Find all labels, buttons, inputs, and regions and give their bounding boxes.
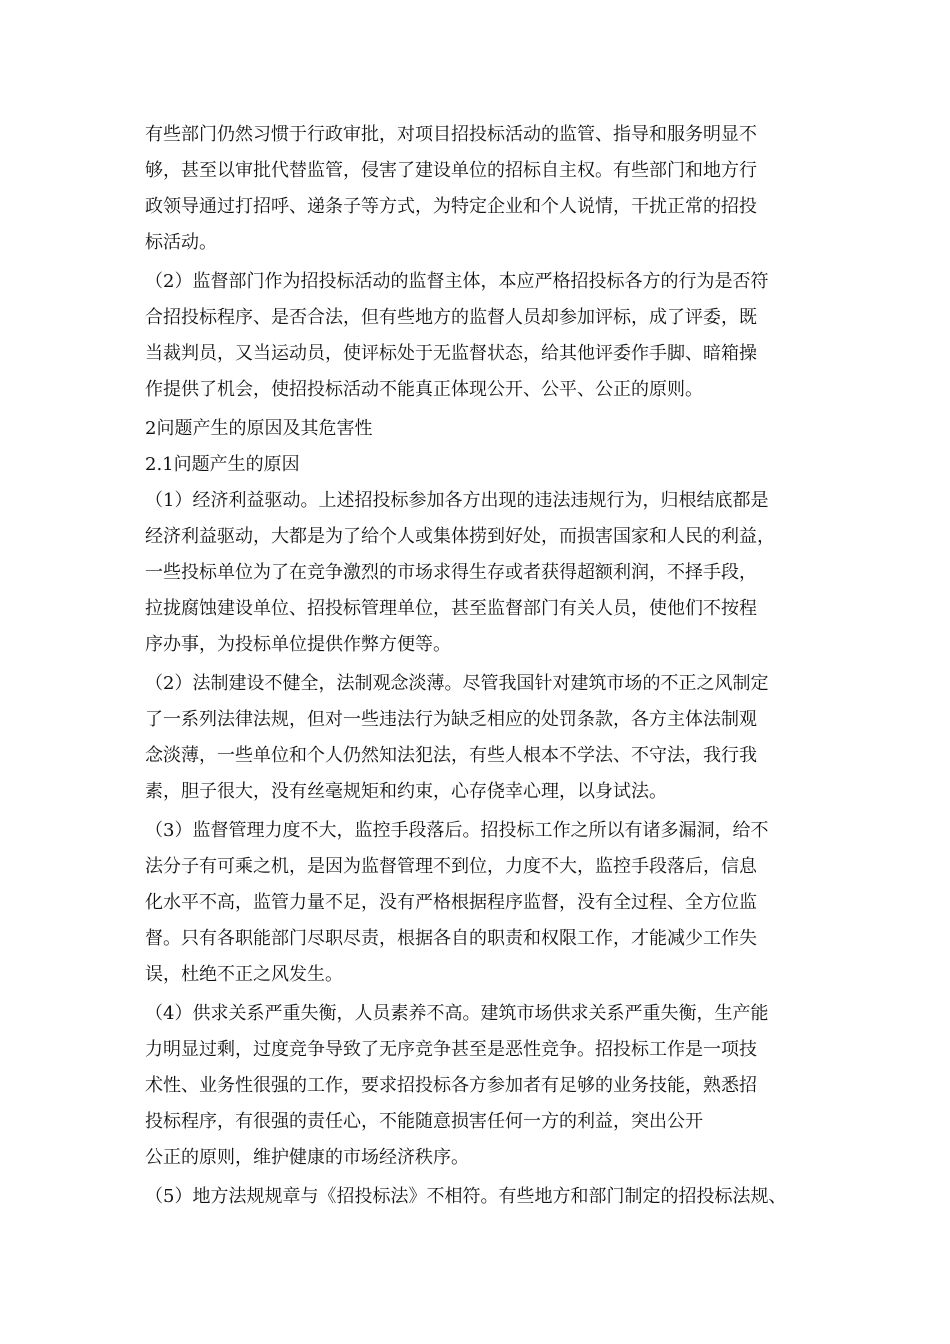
paragraph-line: 政领导通过打招呼、递条子等方式，为特定企业和个人说情，干扰正常的招投 (145, 196, 757, 217)
paragraph-line: 作提供了机会，使招投标活动不能真正体现公开、公平、公正的原则。 (145, 379, 703, 400)
paragraph-line: 公正的原则，维护健康的市场经济秩序。 (145, 1147, 469, 1168)
paragraph-line: 拉拢腐蚀建设单位、招投标管理单位，甚至监督部门有关人员，使他们不按程 (145, 598, 757, 619)
paragraph-line: （2）监督部门作为招投标活动的监督主体，本应严格招投标各方的行为是否符 (145, 271, 769, 292)
paragraph-line: 合招投标程序、是否合法，但有些地方的监督人员却参加评标，成了评委，既 (145, 307, 757, 328)
paragraph-line: （1）经济利益驱动。上述招投标参加各方出现的违法违规行为，归根结底都是 (145, 490, 769, 511)
paragraph-line: 法分子有可乘之机，是因为监督管理不到位，力度不大，监控手段落后，信息 (145, 856, 757, 877)
paragraph-line: 一些投标单位为了在竞争激烈的市场求得生存或者获得超额利润，不择手段， (145, 562, 757, 583)
paragraph-line: 素，胆子很大，没有丝毫规矩和约束，心存侥幸心理，以身试法。 (145, 781, 667, 802)
section-heading: 2问题产生的原因及其危害性 (145, 418, 373, 439)
paragraph-line: 经济利益驱动，大都是为了给个人或集体捞到好处，而损害国家和人民的利益， (145, 526, 775, 547)
paragraph-line: 误，杜绝不正之风发生。 (145, 964, 343, 985)
paragraph-line: 化水平不高，监管力量不足，没有严格根据程序监督，没有全过程、全方位监 (145, 892, 757, 913)
paragraph-line: 投标程序，有很强的责任心，不能随意损害任何一方的利益，突出公开 (145, 1111, 703, 1132)
paragraph-line: （4）供求关系严重失衡，人员素养不高。建筑市场供求关系严重失衡，生产能 (145, 1003, 769, 1024)
paragraph-line: 力明显过剩，过度竞争导致了无序竞争甚至是恶性竞争。招投标工作是一项技 (145, 1039, 757, 1060)
paragraph-line: 当裁判员，又当运动员，使评标处于无监督状态，给其他评委作手脚、暗箱操 (145, 343, 757, 364)
paragraph-line: 够，甚至以审批代替监管，侵害了建设单位的招标自主权。有些部门和地方行 (145, 160, 757, 181)
paragraph-line: 督。只有各职能部门尽职尽责，根据各自的职责和权限工作，才能减少工作失 (145, 928, 757, 949)
paragraph-line: 标活动。 (145, 232, 217, 253)
paragraph-line: 术性、业务性很强的工作，要求招投标各方参加者有足够的业务技能，熟悉招 (145, 1075, 757, 1096)
paragraph-line: （3）监督管理力度不大，监控手段落后。招投标工作之所以有诸多漏洞，给不 (145, 820, 769, 841)
paragraph-line: 序办事，为投标单位提供作弊方便等。 (145, 634, 451, 655)
paragraph-line: 有些部门仍然习惯于行政审批，对项目招投标活动的监管、指导和服务明显不 (145, 124, 757, 145)
subsection-heading: 2.1问题产生的原因 (145, 454, 300, 475)
paragraph-line: （2）法制建设不健全，法制观念淡薄。尽管我国针对建筑市场的不正之风制定 (145, 673, 769, 694)
paragraph-line: 念淡薄，一些单位和个人仍然知法犯法，有些人根本不学法、不守法，我行我 (145, 745, 757, 766)
paragraph-line: （5）地方法规规章与《招投标法》不相符。有些地方和部门制定的招投标法规、 (145, 1186, 787, 1207)
white-occlusion-patch (737, 1098, 813, 1144)
paragraph-line: 了一系列法律法规，但对一些违法行为缺乏相应的处罚条款，各方主体法制观 (145, 709, 757, 730)
